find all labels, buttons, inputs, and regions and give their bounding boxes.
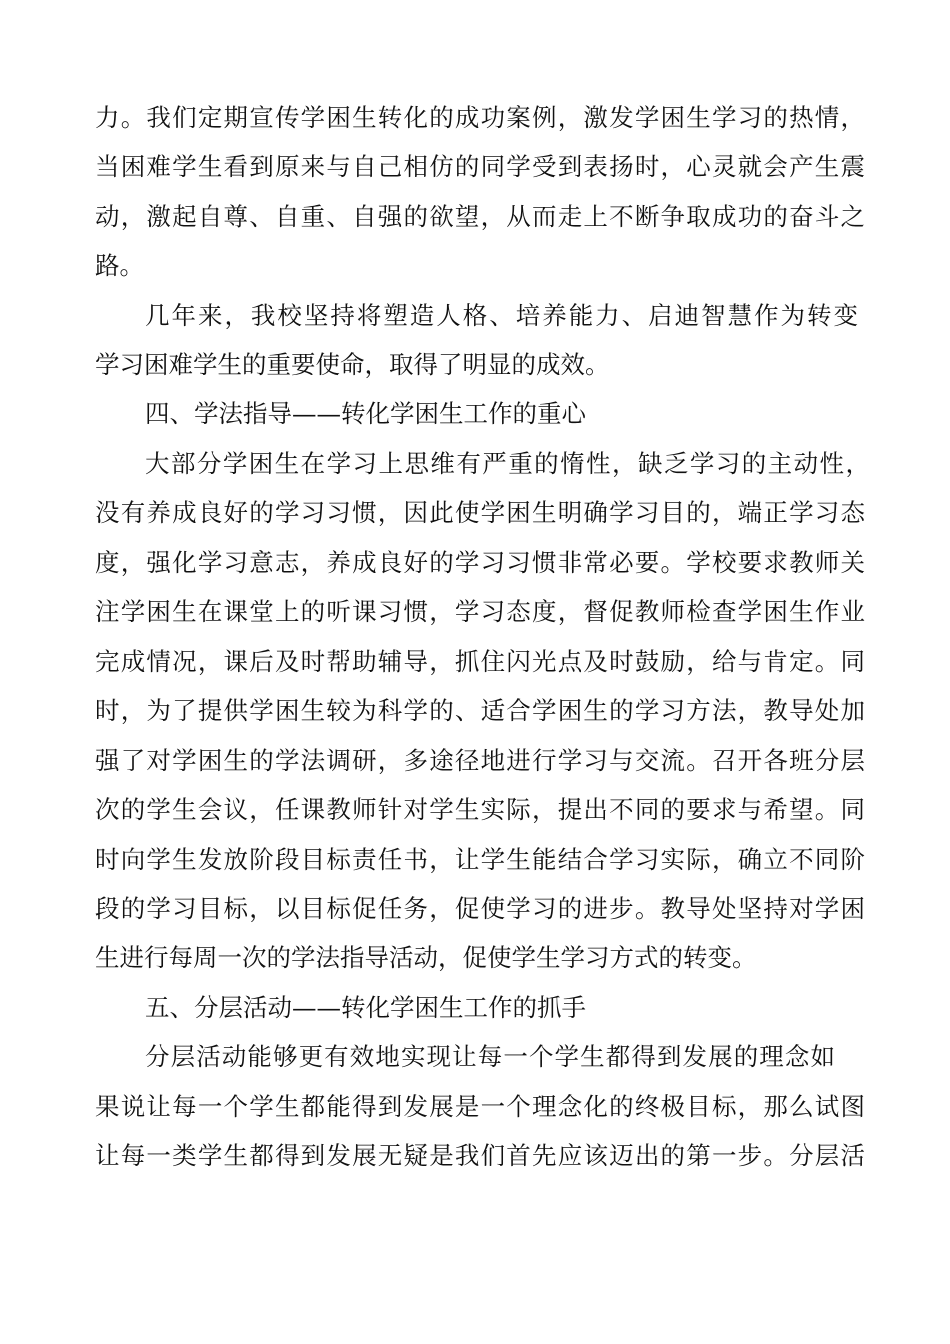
text-line: 强了对学困生的学法调研，多途径地进行学习与交流。召开各班分层: [95, 746, 865, 775]
text-line: 度，强化学习意志，养成良好的学习习惯非常必要。学校要求教师关: [95, 548, 865, 577]
text-line: 次的学生会议，任课教师针对学生实际，提出不同的要求与希望。同: [95, 795, 865, 824]
paragraph-first-line: 分层活动能够更有效地实现让每一个学生都得到发展的理念如: [145, 1042, 835, 1071]
section-heading: 五、分层活动——转化学困生工作的抓手: [145, 993, 586, 1022]
text-line: 当困难学生看到原来与自己相仿的同学受到表扬时，心灵就会产生震: [95, 152, 865, 181]
text-line: 果说让每一个学生都能得到发展是一个理念化的终极目标，那么试图: [95, 1092, 865, 1121]
text-line: 时向学生发放阶段目标责任书，让学生能结合学习实际，确立不同阶: [95, 845, 865, 874]
text-line: 注学困生在课堂上的听课习惯，学习态度，督促教师检查学困生作业: [95, 597, 865, 626]
text-line: 生进行每周一次的学法指导活动，促使学生学习方式的转变。: [95, 943, 757, 972]
text-line: 动，激起自尊、自重、自强的欲望，从而走上不断争取成功的奋斗之: [95, 202, 865, 231]
text-line: 力。我们定期宣传学困生转化的成功案例，激发学困生学习的热情，: [95, 103, 865, 132]
text-line: 学习困难学生的重要使命，取得了明显的成效。: [95, 350, 610, 379]
text-line: 没有养成良好的学习习惯，因此使学困生明确学习目的，端正学习态: [95, 498, 865, 527]
text-line: 时，为了提供学困生较为科学的、适合学困生的学习方法，教导处加: [95, 696, 865, 725]
paragraph-first-line: 几年来，我校坚持将塑造人格、培养能力、启迪智慧作为转变: [145, 301, 858, 330]
text-line: 路。: [95, 251, 144, 280]
text-line: 让每一类学生都得到发展无疑是我们首先应该迈出的第一步。分层活: [95, 1141, 865, 1170]
text-line: 段的学习目标，以目标促任务，促使学习的进步。教导处坚持对学困: [95, 894, 865, 923]
text-line: 完成情况，课后及时帮助辅导，抓住闪光点及时鼓励，给与肯定。同: [95, 647, 865, 676]
paragraph-first-line: 大部分学困生在学习上思维有严重的惰性，缺乏学习的主动性，: [145, 449, 870, 478]
section-heading: 四、学法指导——转化学困生工作的重心: [145, 399, 586, 428]
